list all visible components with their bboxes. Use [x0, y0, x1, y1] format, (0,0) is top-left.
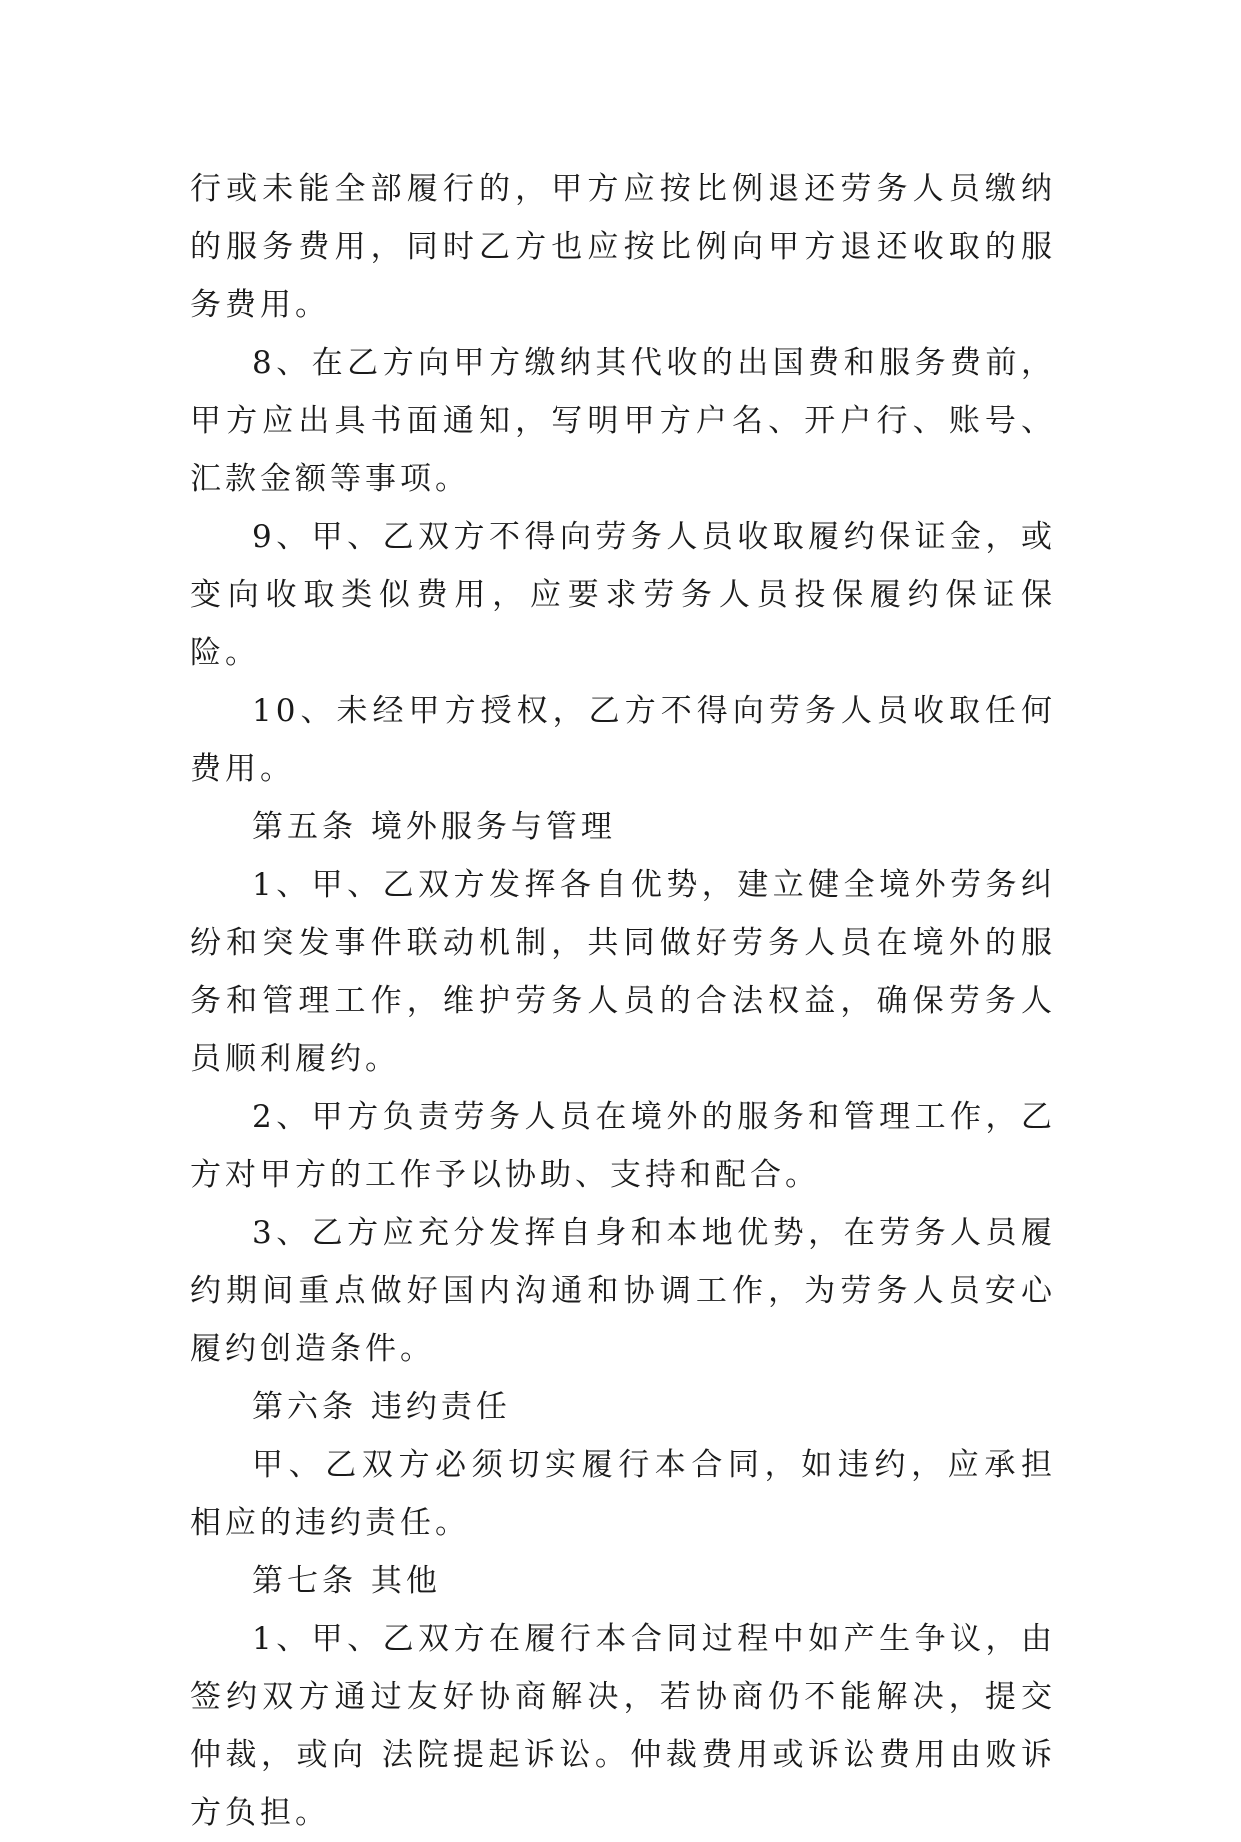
- section-heading-6: 第六条 违约责任: [252, 1389, 511, 1425]
- paragraph-5-3: 3、乙方应充分发挥自身和本地优势，在劳务人员履约期间重点做好国内沟通和协调工作，为劳务人员安心履约创造条件。: [190, 1215, 1056, 1367]
- paragraph-item-8: 8、在乙方向甲方缴纳其代收的出国费和服务费前，甲方应出具书面通知，写明甲方户名、开户行、账号、汇款金额等事项。: [190, 345, 1056, 497]
- document-page: [190, 160, 1056, 1842]
- paragraph-5-2: 2、甲方负责劳务人员在境外的服务和管理工作，乙方对甲方的工作予以协助、支持和配合。: [190, 1099, 1056, 1193]
- section-heading-7: 第七条 其他: [252, 1563, 441, 1599]
- paragraph-continuation: 行或未能全部履行的，甲方应按比例退还劳务人员缴纳的服务费用，同时乙方也应按比例向甲方退还收取的服务费用。: [190, 171, 1056, 323]
- paragraph-7-1: 1、甲、乙双方在履行本合同过程中如产生争议，由签约双方通过友好协商解决，若协商仍不能解决，提交 仲裁，或向 法院提起诉讼。仲裁费用或诉讼费用由败诉方负担。: [190, 1621, 1056, 1831]
- paragraph-item-10: 10、未经甲方授权，乙方不得向劳务人员收取任何费用。: [190, 693, 1056, 787]
- section-heading-5: 第五条 境外服务与管理: [252, 809, 616, 845]
- paragraph-item-9: 9、甲、乙双方不得向劳务人员收取履约保证金，或变向收取类似费用，应要求劳务人员投保履约保证保险。: [190, 519, 1056, 671]
- paragraph-6: 甲、乙双方必须切实履行本合同，如违约，应承担相应的违约责任。: [190, 1447, 1056, 1541]
- paragraph-5-1: 1、甲、乙双方发挥各自优势，建立健全境外劳务纠纷和突发事件联动机制，共同做好劳务人员在境外的服务和管理工作，维护劳务人员的合法权益，确保劳务人员顺利履约。: [190, 867, 1056, 1077]
